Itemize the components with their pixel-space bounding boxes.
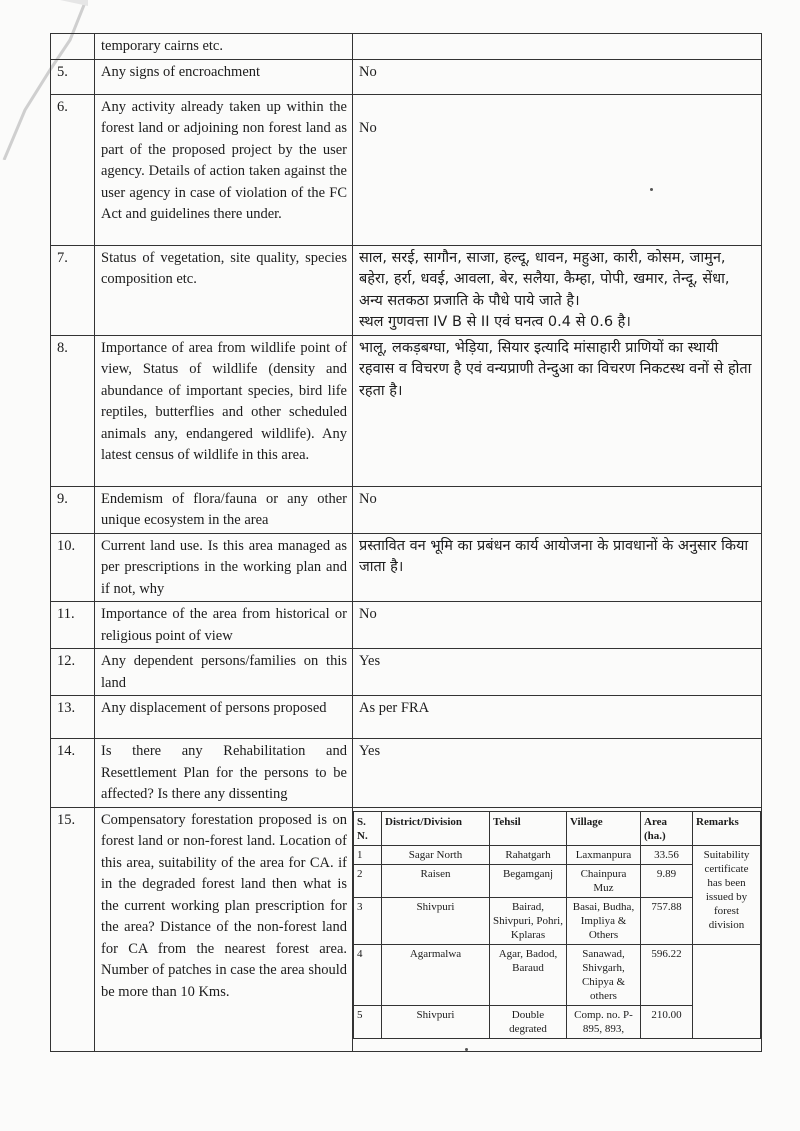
- row-answer: Yes: [353, 649, 762, 696]
- ca-header-remarks: Remarks: [693, 811, 761, 845]
- ca-cell-district: Raisen: [382, 864, 490, 897]
- ca-header-row: [354, 811, 761, 845]
- table-row: [51, 807, 762, 1051]
- row-number: 5.: [51, 59, 95, 94]
- row-question: Importance of area from wildlife point of view, Status of wildlife (density and abundance of important species, bird life reptiles, butterflies and other scheduled animals any, endangered wildlife). Any latest census of wildlife in this area.: [95, 335, 353, 486]
- row-number: 7.: [51, 245, 95, 335]
- ca-cell-village: Basai, Budha, Impliya & Others: [567, 897, 641, 944]
- verification-table: [50, 33, 762, 1052]
- ca-cell-village: Laxmanpura: [567, 845, 641, 864]
- ca-cell-village: Sanawad, Shivgarh, Chipya & others: [567, 944, 641, 1005]
- row-answer: As per FRA: [353, 696, 762, 739]
- ca-cell-sn: 1: [354, 845, 382, 864]
- compensatory-afforestation-table: [353, 811, 761, 1039]
- row-answer: [353, 335, 762, 486]
- row-answer: [353, 807, 762, 1051]
- ca-header-sn: S. N.: [354, 811, 382, 845]
- table-row: [51, 486, 762, 533]
- table-row: [51, 696, 762, 739]
- row-answer: [353, 245, 762, 335]
- table-row: [51, 34, 762, 60]
- ca-cell-district: Sagar North: [382, 845, 490, 864]
- ca-cell-tehsil: Agar, Badod, Baraud: [490, 944, 567, 1005]
- row-number: 12.: [51, 649, 95, 696]
- ca-cell-tehsil: Bairad, Shivpuri, Pohri, Kplaras: [490, 897, 567, 944]
- table-row: [51, 335, 762, 486]
- row-question: Any displacement of persons proposed: [95, 696, 353, 739]
- table-row: [51, 739, 762, 808]
- table-row: [51, 94, 762, 245]
- ca-cell-area: 596.22: [641, 944, 693, 1005]
- table-row: [51, 533, 762, 602]
- ca-cell-district: Agarmalwa: [382, 944, 490, 1005]
- row-question: Any activity already taken up within the forest land or adjoining non forest land as part of the proposed project by the user agency. Details of action taken against the user agency in case of violation of the FC Act and guidelines there under.: [95, 94, 353, 245]
- scan-speck: [465, 1048, 468, 1051]
- row-question: Status of vegetation, site quality, species composition etc.: [95, 245, 353, 335]
- ca-header-district: District/Division: [382, 811, 490, 845]
- ca-cell-remarks: Suitability certificate has been issued by forest division: [693, 845, 761, 944]
- ca-header-area: Area (ha.): [641, 811, 693, 845]
- row-question: temporary cairns etc.: [95, 34, 353, 60]
- row-question: Endemism of flora/fauna or any other unique ecosystem in the area: [95, 486, 353, 533]
- row-answer-line: प्रस्तावित वन भूमि का प्रबंधन कार्य आयोजना के प्रावधानों के अनुसार किया जाता है।: [359, 537, 749, 575]
- ca-cell-sn: 2: [354, 864, 382, 897]
- row-number: 11.: [51, 602, 95, 649]
- row-number: 10.: [51, 533, 95, 602]
- row-question: Any dependent persons/families on this land: [95, 649, 353, 696]
- row-answer: No: [353, 602, 762, 649]
- ca-cell-area: 33.56: [641, 845, 693, 864]
- ca-row: [354, 944, 761, 1005]
- table-row: [51, 245, 762, 335]
- ca-cell-sn: 4: [354, 944, 382, 1005]
- ca-cell-sn: 5: [354, 1005, 382, 1038]
- row-answer: No: [353, 486, 762, 533]
- table-row: [51, 602, 762, 649]
- ca-cell-area: 757.88: [641, 897, 693, 944]
- table-row: [51, 59, 762, 94]
- table-row: [51, 649, 762, 696]
- row-number: 14.: [51, 739, 95, 808]
- row-number: 9.: [51, 486, 95, 533]
- row-number: 8.: [51, 335, 95, 486]
- row-answer: [353, 94, 762, 245]
- row-number: 6.: [51, 94, 95, 245]
- scan-speck: [650, 188, 653, 191]
- row-answer: [353, 34, 762, 60]
- ca-cell-district: Shivpuri: [382, 897, 490, 944]
- row-answer-text: No: [359, 119, 377, 136]
- ca-cell-tehsil: Double degrated: [490, 1005, 567, 1038]
- ca-cell-area: 210.00: [641, 1005, 693, 1038]
- ca-cell-district: Shivpuri: [382, 1005, 490, 1038]
- row-question: Importance of the area from historical or religious point of view: [95, 602, 353, 649]
- ca-header-village: Village: [567, 811, 641, 845]
- row-number: 15.: [51, 807, 95, 1051]
- ca-cell-village: Comp. no. P-895, 893,: [567, 1005, 641, 1038]
- row-answer: Yes: [353, 739, 762, 808]
- row-question: Current land use. Is this area managed as per prescriptions in the working plan and if not, why: [95, 533, 353, 602]
- ca-header-tehsil: Tehsil: [490, 811, 567, 845]
- row-number: [51, 34, 95, 60]
- ca-cell-village: Chainpura Muz: [567, 864, 641, 897]
- ca-cell-tehsil: Begamganj: [490, 864, 567, 897]
- row-answer-line: स्थल गुणवत्ता IV B से II एवं घनत्व 0.4 से 0.6 है।: [359, 314, 631, 330]
- row-question: Is there any Rehabilitation and Resettlement Plan for the persons to be affected? Is there any dissenting: [95, 739, 353, 808]
- ca-cell-tehsil: Rahatgarh: [490, 845, 567, 864]
- row-number: 13.: [51, 696, 95, 739]
- ca-cell-remarks-empty: [693, 944, 761, 1038]
- row-answer-line: भालू, लकड़बग्घा, भेड़िया, सियार इत्यादि मांसाहारी प्राणियों का स्थायी रहवास व विचरण है एवं वन्यप्राणी तेन्दुआ का विचरण निकटस्थ वनों से होता रहता है।: [359, 339, 752, 399]
- ca-cell-sn: 3: [354, 897, 382, 944]
- row-question: Any signs of encroachment: [95, 59, 353, 94]
- row-answer: [353, 533, 762, 602]
- ca-row: [354, 845, 761, 864]
- row-answer-line: साल, सरई, सागौन, साजा, हल्दू, धावन, महुआ, कारी, कोसम, जामुन, बहेरा, हर्रा, धवई, आवला, बेर, सलैया, कैम्हा, पोपी, खमार, तेन्दू, सेंधा, अन्य सतकठा प्रजाति के पौधे पाये जाते है।: [359, 249, 730, 309]
- row-answer: No: [353, 59, 762, 94]
- ca-cell-area: 9.89: [641, 864, 693, 897]
- row-question: Compensatory forestation proposed is on forest land or non-forest land. Location of this area, suitability of the area for CA. if in the degraded forest land then what is the current working plan prescription for the area? Distance of the non-forest land for CA from the nearest forest area. Number of patches in case the area should be more than 10 Kms.: [95, 807, 353, 1051]
